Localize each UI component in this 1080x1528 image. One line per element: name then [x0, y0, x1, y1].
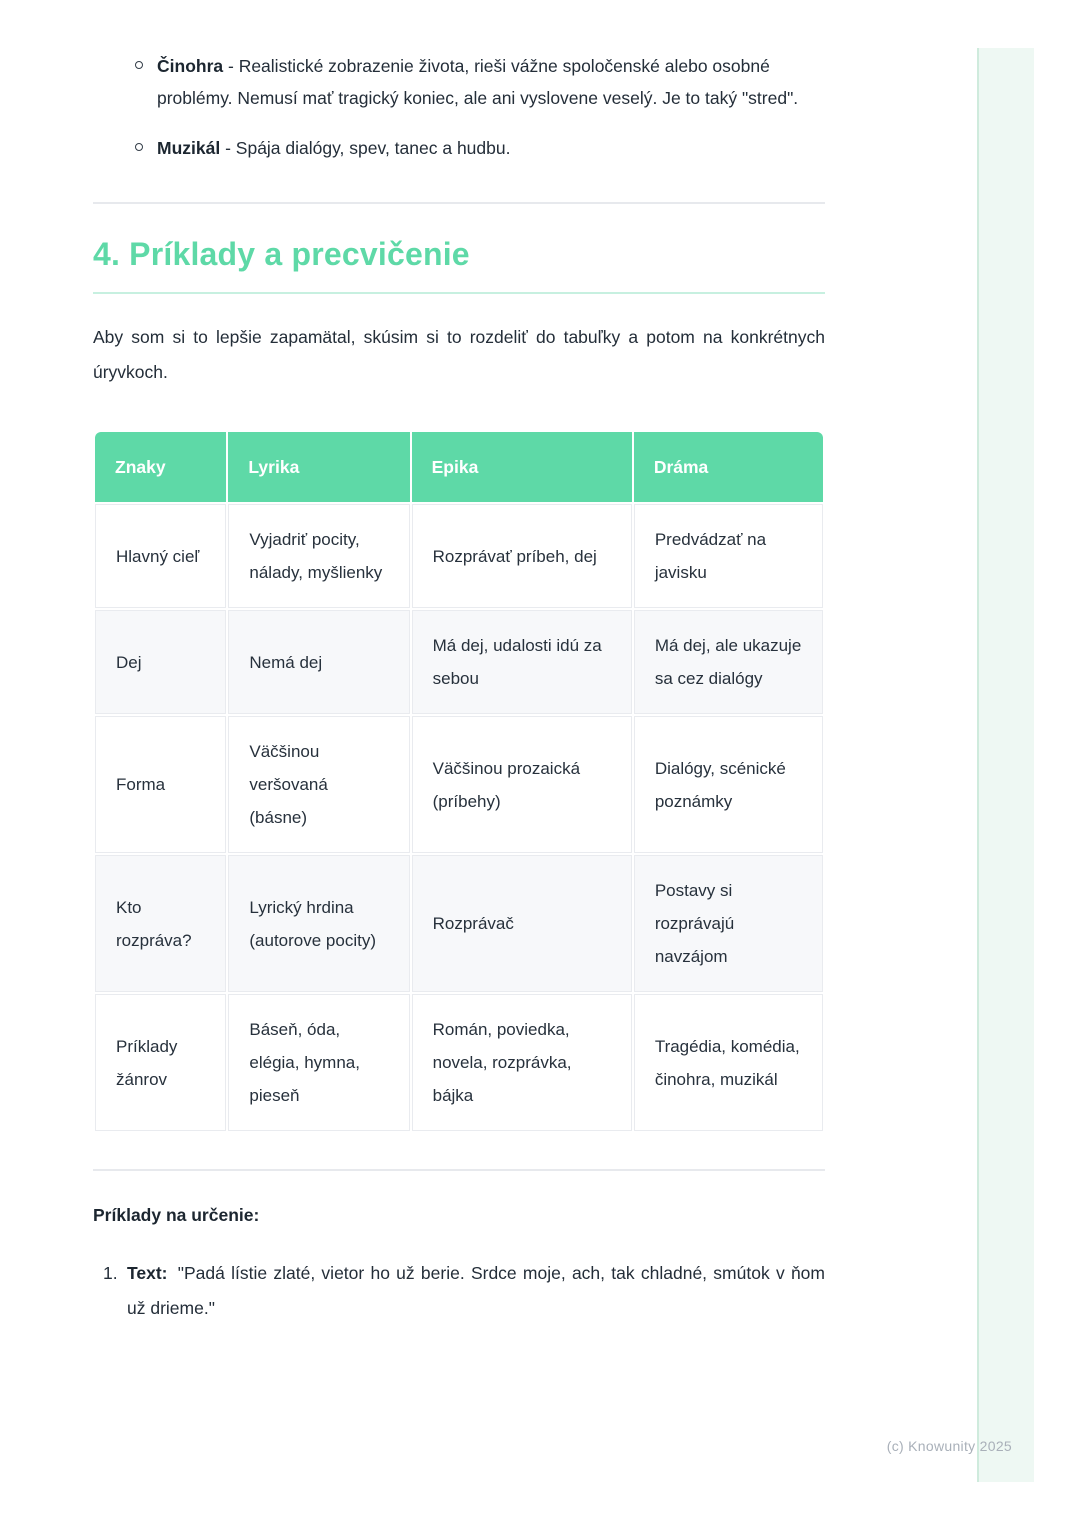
table-header-epika: Epika — [412, 432, 632, 502]
table-cell: Dialógy, scénické poznámky — [634, 716, 823, 853]
table-cell: Hlavný cieľ — [95, 504, 226, 608]
heading-underline — [93, 292, 825, 294]
decorative-side-strip — [977, 48, 1034, 1482]
copyright-footer: (c) Knowunity 2025 — [886, 1438, 1012, 1454]
table-cell: Väčšinou prozaická (príbehy) — [412, 716, 632, 853]
table-row — [95, 716, 823, 853]
genre-comparison-table — [93, 430, 825, 1133]
list-item-muzikal — [93, 132, 825, 164]
table-cell: Kto rozpráva? — [95, 855, 226, 992]
table-cell: Väčšinou veršovaná (básne) — [228, 716, 409, 853]
table-cell: Má dej, udalosti idú za sebou — [412, 610, 632, 714]
bullet-term: Činohra — [157, 56, 224, 76]
examples-heading: Príklady na určenie: — [93, 1205, 260, 1225]
table-row — [95, 994, 823, 1131]
bullet-text: - Realistické zobrazenie života, rieši vážne spoločenské alebo osobné problémy. Nemusí mať tragický koniec, ale ani vyslovene veselý. Je to taký "stred". — [157, 56, 799, 108]
table-cell: Rozprávať príbeh, dej — [412, 504, 632, 608]
table-row — [95, 504, 823, 608]
intro-paragraph: Aby som si to lepšie zapamätal, skúsim si to rozdeliť do tabuľky a potom na konkrétnych úryvkoch. — [93, 327, 825, 382]
table-row — [95, 855, 823, 992]
section-divider — [93, 202, 825, 204]
page-content — [93, 0, 825, 1326]
table-cell: Lyrický hrdina (autorove pocity) — [228, 855, 409, 992]
example-item — [93, 1256, 825, 1326]
table-cell: Román, poviedka, novela, rozprávka, bájka — [412, 994, 632, 1131]
list-item-cinohra — [93, 50, 825, 114]
bullet-term: Muzikál — [157, 138, 221, 158]
table-header-lyrika: Lyrika — [228, 432, 409, 502]
drama-genres-bullet-list — [93, 50, 825, 164]
table-cell: Rozprávač — [412, 855, 632, 992]
table-cell: Predvádzať na javisku — [634, 504, 823, 608]
bullet-text: - Spája dialógy, spev, tanec a hudbu. — [225, 138, 511, 158]
table-cell: Príklady žánrov — [95, 994, 226, 1131]
table-header-drama: Dráma — [634, 432, 823, 502]
example-number: 1. — [103, 1263, 118, 1283]
table-cell: Má dej, ale ukazuje sa cez dialógy — [634, 610, 823, 714]
table-cell: Forma — [95, 716, 226, 853]
circle-bullet-icon — [135, 61, 143, 69]
example-text: "Padá lístie zlaté, vietor ho už berie. Srdce moje, ach, tak chladné, smútok v ňom už drieme." — [127, 1263, 825, 1318]
table-cell: Vyjadriť pocity, nálady, myšlienky — [228, 504, 409, 608]
table-row — [95, 610, 823, 714]
table-cell: Postavy si rozprávajú navzájom — [634, 855, 823, 992]
section-heading: 4. Príklady a precvičenie — [93, 236, 470, 272]
section-divider — [93, 1169, 825, 1171]
examples-list — [93, 1256, 825, 1326]
example-label: Text: — [127, 1263, 168, 1283]
table-cell: Nemá dej — [228, 610, 409, 714]
table-header-znaky: Znaky — [95, 432, 226, 502]
circle-bullet-icon — [135, 143, 143, 151]
table-header-row — [95, 432, 823, 502]
table-cell: Báseň, óda, elégia, hymna, pieseň — [228, 994, 409, 1131]
table-cell: Dej — [95, 610, 226, 714]
table-cell: Tragédia, komédia, činohra, muzikál — [634, 994, 823, 1131]
